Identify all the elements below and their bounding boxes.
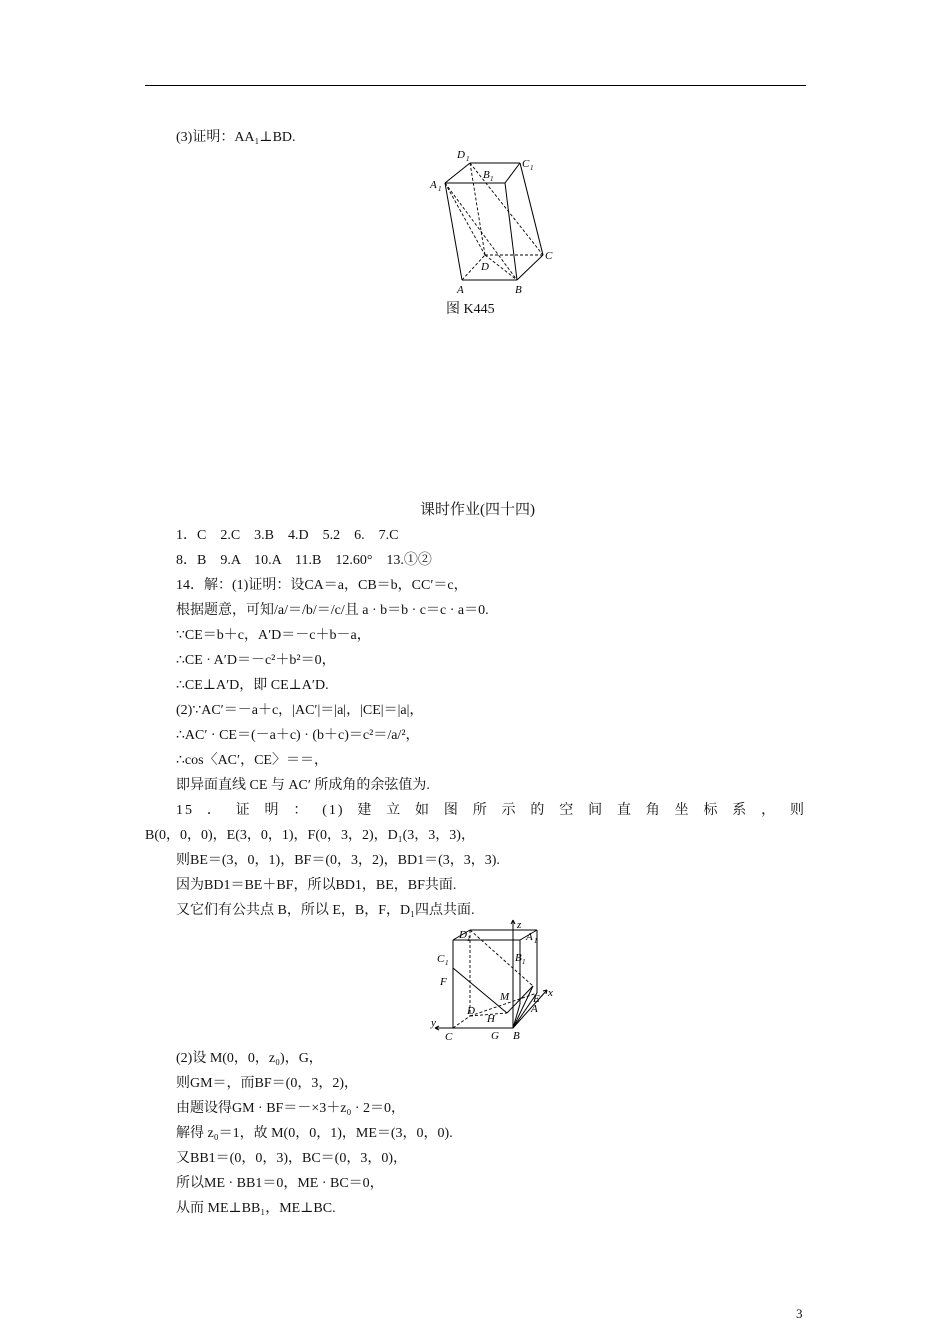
label-H: H: [487, 1013, 495, 1025]
q14-line: 根据题意，可知/a/＝/b/＝/c/且 a · b＝b · c＝c · a＝0.: [176, 603, 489, 618]
label-D: D: [481, 261, 489, 273]
figure-caption: 图 K445: [446, 302, 495, 317]
part3-statement: (3)证明：AA₁⊥BD.: [176, 130, 296, 145]
svg-text:1: 1: [534, 937, 538, 945]
label-C1: C: [522, 158, 530, 170]
q15-line: 则BE＝(3，0，1)，BF＝(0，3，2)，BD1＝(3，3，3).: [176, 853, 500, 868]
answer-line: 1．C 2.C 3.B 4.D 5.2 6. 7.C: [176, 528, 399, 543]
q14-line: ∴CE⊥A′D，即 CE⊥A′D.: [176, 678, 329, 693]
figure-parallelepiped: [425, 145, 565, 300]
q15-line: B(0，0，0)，E(3，0，1)，F(0，3，2)，D₁(3，3，3)，: [145, 828, 475, 843]
label-F: F: [440, 976, 447, 988]
svg-text:1: 1: [467, 935, 471, 943]
label-B: B: [515, 284, 522, 296]
label-A: A: [457, 284, 464, 296]
page-number: 3: [796, 1306, 803, 1321]
q15-part2-line: 所以ME · BB1＝0，ME · BC＝0，: [176, 1176, 384, 1191]
label-D1: D: [457, 149, 465, 161]
label-C1: C: [437, 953, 445, 965]
q14-line: ∵CE＝b＋c，A′D＝－c＋b－a，: [176, 628, 371, 643]
label-B1: B: [515, 952, 522, 964]
q14-line: (2)∵AC′＝－a＋c，|AC′|＝|a|，|CE|＝|a|，: [176, 703, 424, 718]
svg-text:1: 1: [466, 155, 470, 163]
q15-part2-line: 则GM＝，而BF＝(0，3，2)，: [176, 1076, 359, 1091]
svg-text:1: 1: [490, 175, 494, 183]
q15-line: 又它们有公共点 B，所以 E，B，F，D₁四点共面.: [176, 903, 475, 918]
svg-text:1: 1: [445, 959, 449, 967]
label-A1: A: [526, 931, 533, 943]
q15-part2-line: 又BB1＝(0，0，3)，BC＝(0，3，0)，: [176, 1151, 407, 1166]
q15-part2-line: 从而 ME⊥BB₁，ME⊥BC.: [176, 1201, 336, 1216]
q14-line: 即异面直线 CE 与 AC′ 所成角的余弦值为.: [176, 778, 430, 793]
label-B1: B: [483, 169, 490, 181]
figure-cube-axes: [425, 918, 565, 1043]
svg-text:1: 1: [522, 958, 526, 966]
label-D1: D: [459, 929, 467, 941]
label-A1: A: [430, 179, 437, 191]
label-M: M: [500, 991, 510, 1003]
label-C: C: [545, 250, 553, 262]
label-C: C: [445, 1031, 453, 1043]
q15-part2-line: 解得 z₀＝1，故 M(0，0，1)，ME＝(3，0，0).: [176, 1126, 453, 1141]
answer-line: 8．B 9.A 10.A 11.B 12.60° 13.①②: [176, 553, 432, 568]
label-E: E: [533, 993, 540, 1005]
axis-x-label: x: [548, 987, 553, 999]
section-title: 课时作业(四十四): [420, 502, 535, 518]
q15-line: 因为BD1＝BE＋BF，所以BD1，BE，BF共面.: [176, 878, 457, 893]
axis-z-label: z: [517, 919, 522, 931]
q15-part2-line: (2)设 M(0，0，z₀)，G，: [176, 1051, 323, 1066]
svg-text:1: 1: [438, 185, 442, 193]
q15-part2-line: 由题设得GM · BF＝－×3＋z₀ · 2＝0，: [176, 1101, 405, 1116]
label-B: B: [513, 1030, 520, 1042]
q14-line: ∴AC′ · CE＝(－a＋c) · (b＋c)＝c²＝/a/²，: [176, 728, 420, 743]
q14-line: ∴CE · A′D＝－c²＋b²＝0，: [176, 653, 336, 668]
label-A: A: [531, 1003, 538, 1015]
svg-text:1: 1: [530, 164, 534, 172]
header-rule: [145, 85, 806, 86]
q14-line: ∴cos〈AC′，CE〉＝＝，: [176, 753, 328, 768]
label-G: G: [491, 1030, 499, 1042]
label-D: D: [467, 1005, 475, 1017]
q14-line: 14．解：(1)证明：设CA＝a，CB＝b，CC′＝c，: [176, 578, 468, 593]
axis-y-label: y: [431, 1017, 436, 1029]
q15-first-line: 15．证明：(1)建立如图所示的空间直角坐标系，则: [176, 803, 806, 818]
